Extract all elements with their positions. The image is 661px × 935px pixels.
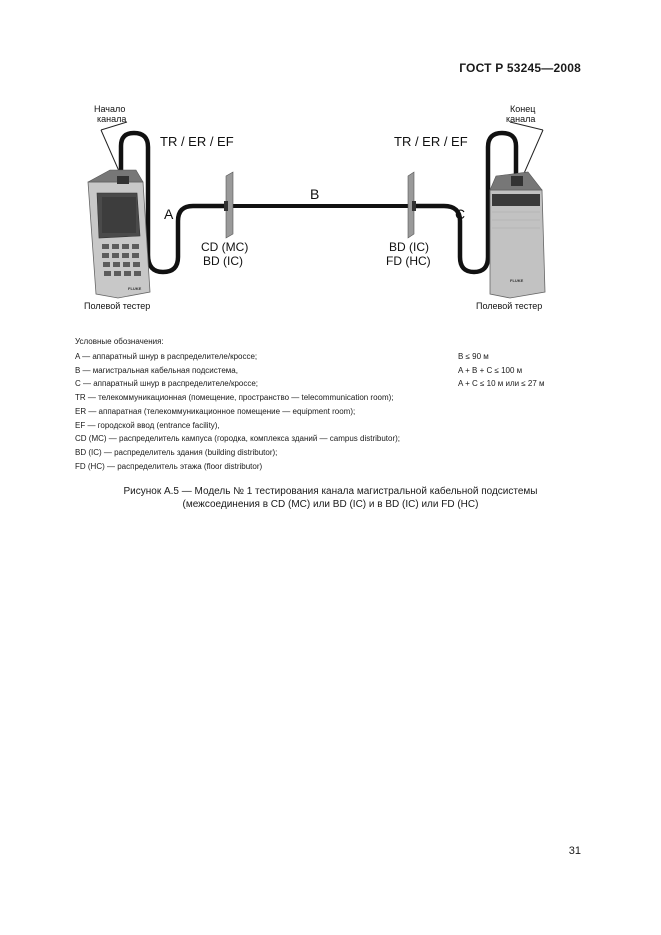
end-leader-arrow — [522, 130, 543, 178]
legend-item: B — магистральная кабельная подсистема, — [75, 365, 238, 375]
left-distributor-line2: BD (IC) — [203, 254, 243, 268]
legend-item: ER — аппаратная (телекоммуникационное помещение — equipment room); — [75, 406, 356, 416]
legend-item: FD (HC) — распределитель этажа (floor distributor) — [75, 461, 263, 471]
left-distributor-panel — [224, 172, 233, 238]
right-tester-brand: FLUKE — [510, 278, 524, 283]
limit-b: B ≤ 90 м — [458, 352, 489, 361]
legend-item: EF — городской ввод (entrance facility), — [75, 420, 220, 430]
right-room-label: TR / ER / EF — [394, 134, 468, 149]
legend-list — [75, 350, 475, 473]
right-distributor-panel — [408, 172, 416, 238]
end-label-line2: канала — [506, 114, 536, 124]
legend-title: Условные обозначения: — [75, 337, 164, 346]
limit-cords: A + C ≤ 10 м или ≤ 27 м — [458, 379, 545, 389]
right-tester-label: Полевой тестер — [476, 301, 543, 311]
segment-c-label: C — [455, 206, 466, 222]
left-room-label: TR / ER / EF — [160, 134, 234, 149]
start-label-line2: канала — [97, 114, 127, 124]
start-label-line1: Начало — [94, 104, 126, 114]
legend-item: TR — телекоммуникационная (помещение, пространство — telecommunication room); — [75, 393, 394, 403]
left-distributor-line1: CD (MC) — [201, 240, 249, 254]
legend-item: A — аппаратный шнур в распределителе/кроссе; — [75, 352, 258, 361]
caption-line2: (межсоединения в CD (MC) или BD (IC) и в BD (IC) или FD (HC) — [182, 498, 479, 510]
length-limits — [458, 350, 545, 391]
figure-caption — [0, 486, 661, 511]
left-field-tester — [88, 170, 150, 298]
left-tester-label: Полевой тестер — [84, 301, 151, 311]
page-number: 31 — [568, 845, 581, 857]
legend-item: CD (MC) — распределитель кампуса (городка, комплекса зданий — campus distributor); — [75, 434, 401, 444]
right-field-tester — [490, 172, 545, 298]
test-model-diagram — [0, 0, 661, 330]
left-tester-brand: FLUKE — [128, 286, 142, 291]
right-distributor-line2: FD (HC) — [386, 254, 431, 268]
end-label-line1: Конец — [510, 104, 536, 114]
caption-line1: Рисунок А.5 — Модель № 1 тестирования канала магистральной кабельной подсистемы — [123, 486, 538, 497]
legend-item: BD (IC) — распределитель здания (building distributor); — [75, 447, 278, 457]
segment-b-label: B — [310, 186, 320, 202]
segment-a-label: A — [164, 206, 174, 222]
standard-number: ГОСТ Р 53245—2008 — [459, 61, 581, 75]
limit-total: A + B + C ≤ 100 м — [458, 365, 523, 375]
legend-item: C — аппаратный шнур в распределителе/кроссе; — [75, 379, 259, 389]
right-distributor-line1: BD (IC) — [389, 240, 429, 254]
